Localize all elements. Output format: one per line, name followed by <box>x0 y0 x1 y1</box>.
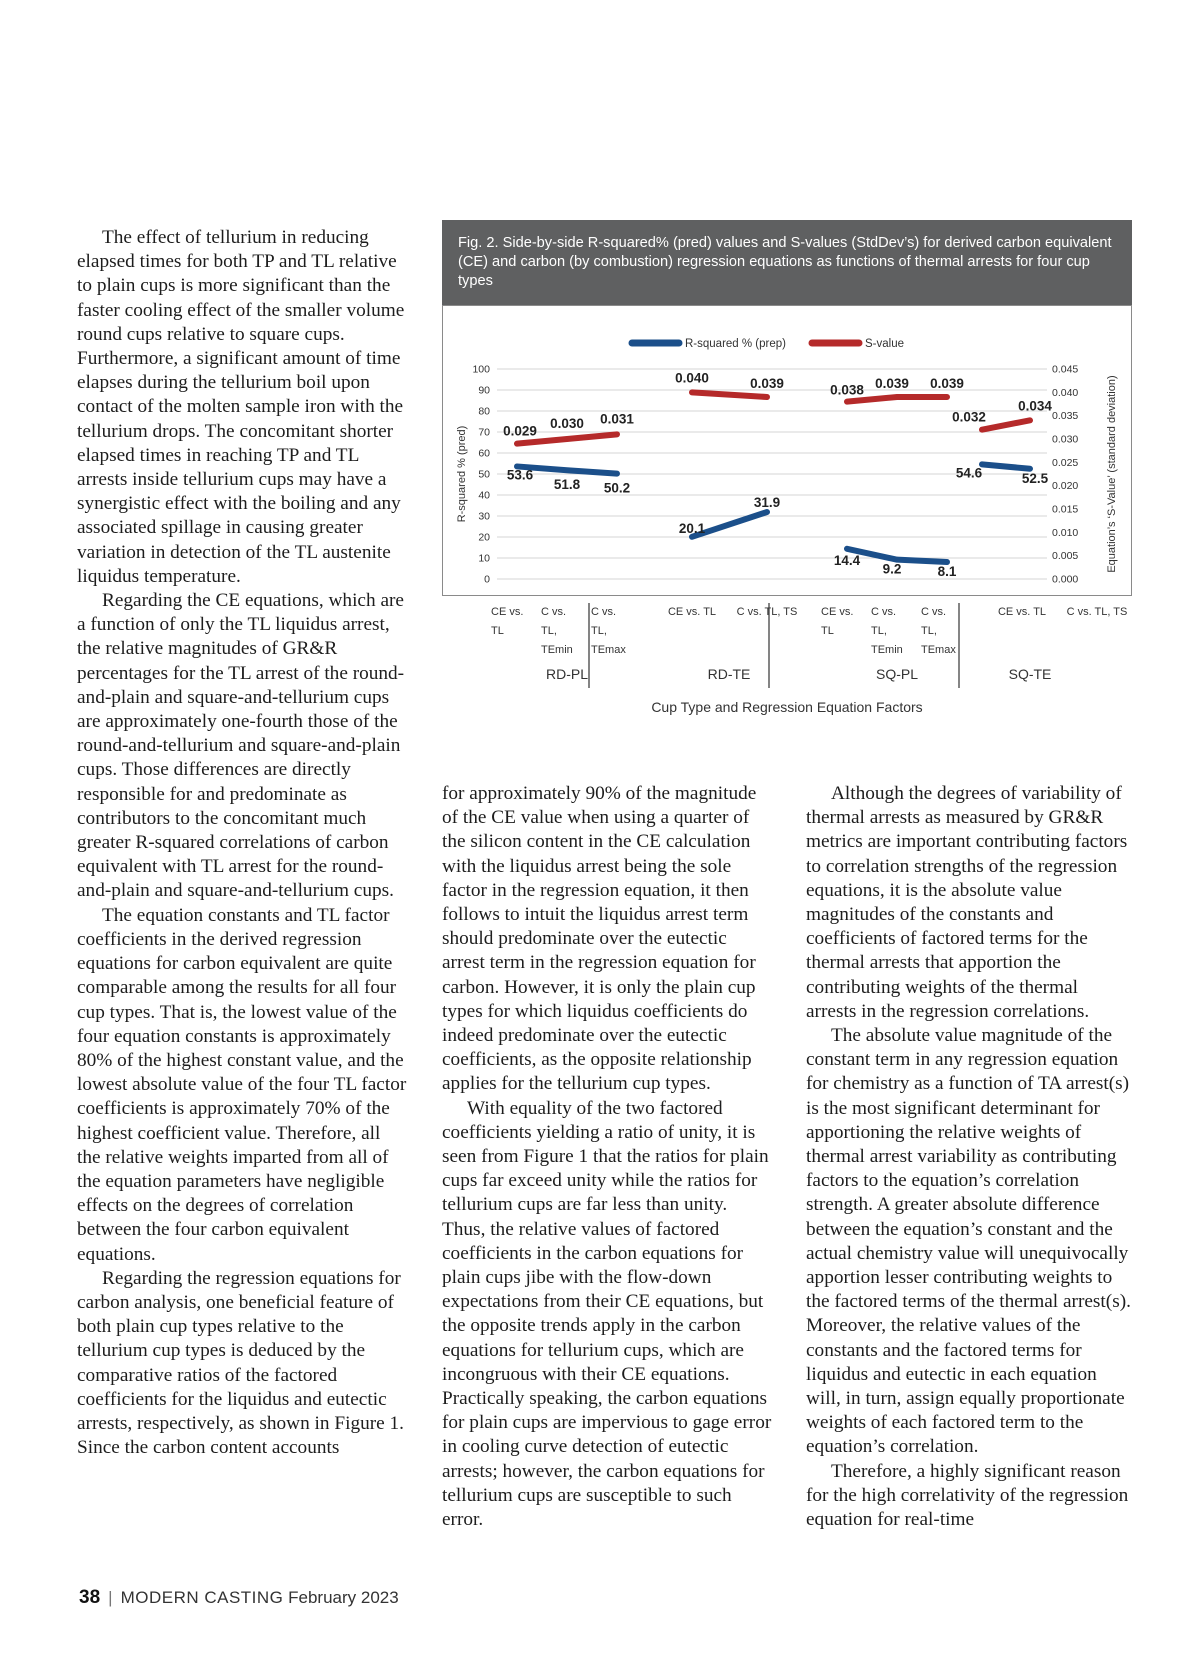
r-squared-data-label: 51.8 <box>553 477 581 493</box>
category-label: CE vs. <box>491 606 524 618</box>
r-squared-data-label: 52.5 <box>1021 470 1049 486</box>
category-label: TL <box>821 625 834 637</box>
issue-date: February 2023 <box>288 1588 399 1607</box>
category-label: TL, <box>871 625 887 637</box>
left-tick-label: 50 <box>478 468 490 481</box>
r-squared-data-label: 31.9 <box>753 495 781 511</box>
s-value-data-label: 0.040 <box>675 370 709 386</box>
r-squared-data-label: 53.6 <box>506 467 534 483</box>
s-value-data-label: 0.031 <box>600 411 634 427</box>
category-label: CE vs. TL <box>667 606 717 618</box>
r-squared-data-label: 8.1 <box>937 563 957 579</box>
paragraph: Regarding the regression equations for carbon analysis, one beneficial feature of both plain cup types relative to the tellurium cup types is deduced by the comparative ratios of the factored coefficients for the liquidus and eutectic arrests, respectively, as shown in Figure 1. Since the carbon content accounts <box>77 1267 404 1459</box>
category-label: TL <box>491 625 504 637</box>
s-value-data-label: 0.039 <box>750 376 784 391</box>
figure-caption: Fig. 2. Side-by-side R-squared% (pred) values and S-values (StdDev’s) for derived carbon equivalent (CE) and carbon (by combustion) regression equations as functions of thermal arrests for four cup types <box>442 220 1132 305</box>
plot-frame <box>443 306 1132 596</box>
s-value-data-label: 0.029 <box>503 423 537 439</box>
paragraph: Although the degrees of variability of thermal arrests as measured by GR&R metrics are important contributing factors to correlation strengths of the regression equations, it is the absolute value magnitudes of the constants and coefficients of factored terms for the thermal arrests that apportion the contributing weights of the thermal arrests in the regression correlations. <box>806 783 1128 1022</box>
figure-2 <box>442 220 1132 732</box>
category-label: C vs. <box>921 606 947 618</box>
left-tick-label: 20 <box>478 531 490 544</box>
paragraph: Therefore, a highly significant reason for the high correlativity of the regression equation for real-time <box>806 1460 1129 1531</box>
y-axis-left-label: R-squared % (pred) <box>456 425 468 523</box>
paragraph: The equation constants and TL factor coefficients in the derived regression equations for carbon equivalent are quite comparable among the results for all four cup types. That is, the lowest value of the four equation constants is approximately 80% of the highest constant value, and the lowest absolute value of the four TL factor coefficients is approximately 70% of the highest coefficient value. Therefore, all the relative weights imparted from all of the equation parameters have negligible effects on the degrees of correlation between the four carbon equivalent equations. <box>77 904 407 1265</box>
magazine-name: MODERN CASTING <box>120 1588 284 1607</box>
s-value-data-label: 0.039 <box>875 376 909 391</box>
text-column-2 <box>442 782 772 1532</box>
category-label: TL, <box>541 625 557 637</box>
footer-separator: | <box>108 1588 113 1607</box>
page-footer <box>79 1587 399 1609</box>
x-axis-label: Cup Type and Regression Equation Factors <box>651 699 923 715</box>
right-tick-label: 0.000 <box>1052 573 1079 586</box>
category-label: CE vs. TL <box>997 606 1047 618</box>
category-label: CE vs. <box>821 606 854 618</box>
paragraph: The absolute value magnitude of the constant term in any regression equation for chemistry as a function of TA arrest(s) is the most significant determinant for apportioning the relative weights of thermal arrest variability as contributing factors to the equation’s correlation strength. A greater absolute difference between the equation’s constant and the actual chemistry value will unequivocally apportion lesser contributing weights to the factored terms of the thermal arrest(s). Moreover, the relative values of the constants and the factored terms for liquidus and eutectic in each equation will, in turn, assign equally proportionate weights of each factored term to the equation’s correlation. <box>806 1025 1131 1458</box>
category-label: C vs. TL, TS <box>1066 606 1128 618</box>
r-squared-data-label: 54.6 <box>955 465 983 481</box>
paragraph: for approximately 90% of the magnitude of the CE value when using a quarter of the silicon content in the CE calculation with the liquidus arrest being the sole factor in the regression equation, it then follows to intuit the liquidus arrest term should predominate over the eutectic arrest term in the regression equation for carbon. However, it is only the plain cup types for which liquidus coefficients do indeed predominate over the eutectic coefficients, as the opposite relationship applies for the tellurium cup types. <box>442 783 757 1095</box>
right-tick-label: 0.025 <box>1052 456 1079 469</box>
category-label: C vs. <box>871 606 897 618</box>
left-tick-label: 30 <box>478 510 490 523</box>
right-tick-label: 0.035 <box>1052 410 1079 423</box>
chart <box>442 305 1132 732</box>
right-tick-label: 0.045 <box>1052 363 1079 376</box>
left-tick-label: 100 <box>472 363 490 376</box>
s-value-data-label: 0.038 <box>830 382 864 398</box>
category-label: TEmin <box>871 644 903 656</box>
legend-label-s-value: S-value <box>865 338 904 350</box>
left-tick-label: 80 <box>478 405 490 418</box>
category-label: C vs. <box>591 606 617 618</box>
r-squared-data-label: 50.2 <box>603 480 631 496</box>
left-tick-label: 40 <box>478 489 490 502</box>
left-tick-label: 0 <box>484 573 490 586</box>
legend-label-r-squared: R-squared % (prep) <box>685 338 786 350</box>
group-label: RD-PL <box>545 666 589 682</box>
category-label: C vs. TL, TS <box>736 606 798 618</box>
paragraph: Regarding the CE equations, which are a function of only the TL liquidus arrest, the relative magnitudes of GR&R percentages for the TL arrest of the round-and-plain and square-and-tellurium cups are approximately one-fourth those of the round-and-tellurium and square-and-plain cups. Those differences are directly responsible for and predominate as contributors to the concomitant much greater R-squared correlations of carbon equivalent with TL arrest for the round-and-plain and square-and-tellurium cups. <box>77 590 405 902</box>
paragraph: The effect of tellurium in reducing elapsed times for both TP and TL relative to plain cups is more significant than the faster cooling effect of the smaller volume round cups relative to square cups. Furthermore, a significant amount of time elapses during the tellurium boil upon contact of the molten sample iron with the tellurium drops. The concomitant shorter elapsed times in reaching TP and TL arrests inside tellurium cups may have a synergistic effect with the boiling and any associated spillage in causing greater variation in detection of the TL austenite liquidus temperature. <box>77 227 405 587</box>
r-squared-data-label: 9.2 <box>882 561 902 577</box>
category-label: TL, <box>921 625 937 637</box>
paragraph: With equality of the two factored coefficients yielding a ratio of unity, it is seen from Figure 1 that the ratios for plain cups far exceed unity while the ratios for tellurium cups are far less than unity. Thus, the relative values of factored coefficients in the carbon equations for plain cups jibe with the flow-down expectations from their CE equations, but the opposite trends apply in the carbon equations for tellurium cups, which are incongruous with their CE equations. Practically speaking, the carbon equations for plain cups are impervious to gage error in cooling curve detection of eutectic arrests; however, the carbon equations for tellurium cups are susceptible to such error. <box>442 1097 772 1531</box>
s-value-data-label: 0.039 <box>930 376 964 391</box>
page-number: 38 <box>79 1587 101 1608</box>
r-squared-data-label: 20.1 <box>678 520 706 536</box>
group-label: SQ-PL <box>875 666 919 682</box>
s-value-data-label: 0.030 <box>550 416 584 431</box>
left-tick-label: 90 <box>478 384 490 397</box>
category-label: TEmin <box>541 644 573 656</box>
y-axis-right-label: Equation’s ‘S-Value’ (standard deviation) <box>1106 375 1118 573</box>
r-squared-data-label: 14.4 <box>833 552 861 568</box>
text-column-3 <box>806 782 1131 1532</box>
right-tick-label: 0.030 <box>1052 433 1079 446</box>
s-value-data-label: 0.032 <box>952 409 986 425</box>
left-tick-label: 10 <box>478 552 490 565</box>
right-tick-label: 0.010 <box>1052 526 1079 539</box>
right-tick-label: 0.005 <box>1052 550 1079 563</box>
category-label: TEmax <box>591 644 626 656</box>
right-tick-label: 0.020 <box>1052 480 1079 493</box>
category-label: C vs. <box>541 606 567 618</box>
group-label: RD-TE <box>707 666 751 682</box>
category-label: TL, <box>591 625 607 637</box>
s-value-data-label: 0.034 <box>1018 398 1052 414</box>
right-tick-label: 0.040 <box>1052 386 1079 399</box>
group-label: SQ-TE <box>1008 666 1052 682</box>
right-tick-label: 0.015 <box>1052 503 1079 516</box>
text-column-1 <box>77 226 407 1460</box>
left-tick-label: 60 <box>478 447 490 460</box>
category-label: TEmax <box>921 644 956 656</box>
left-tick-label: 70 <box>478 426 490 439</box>
